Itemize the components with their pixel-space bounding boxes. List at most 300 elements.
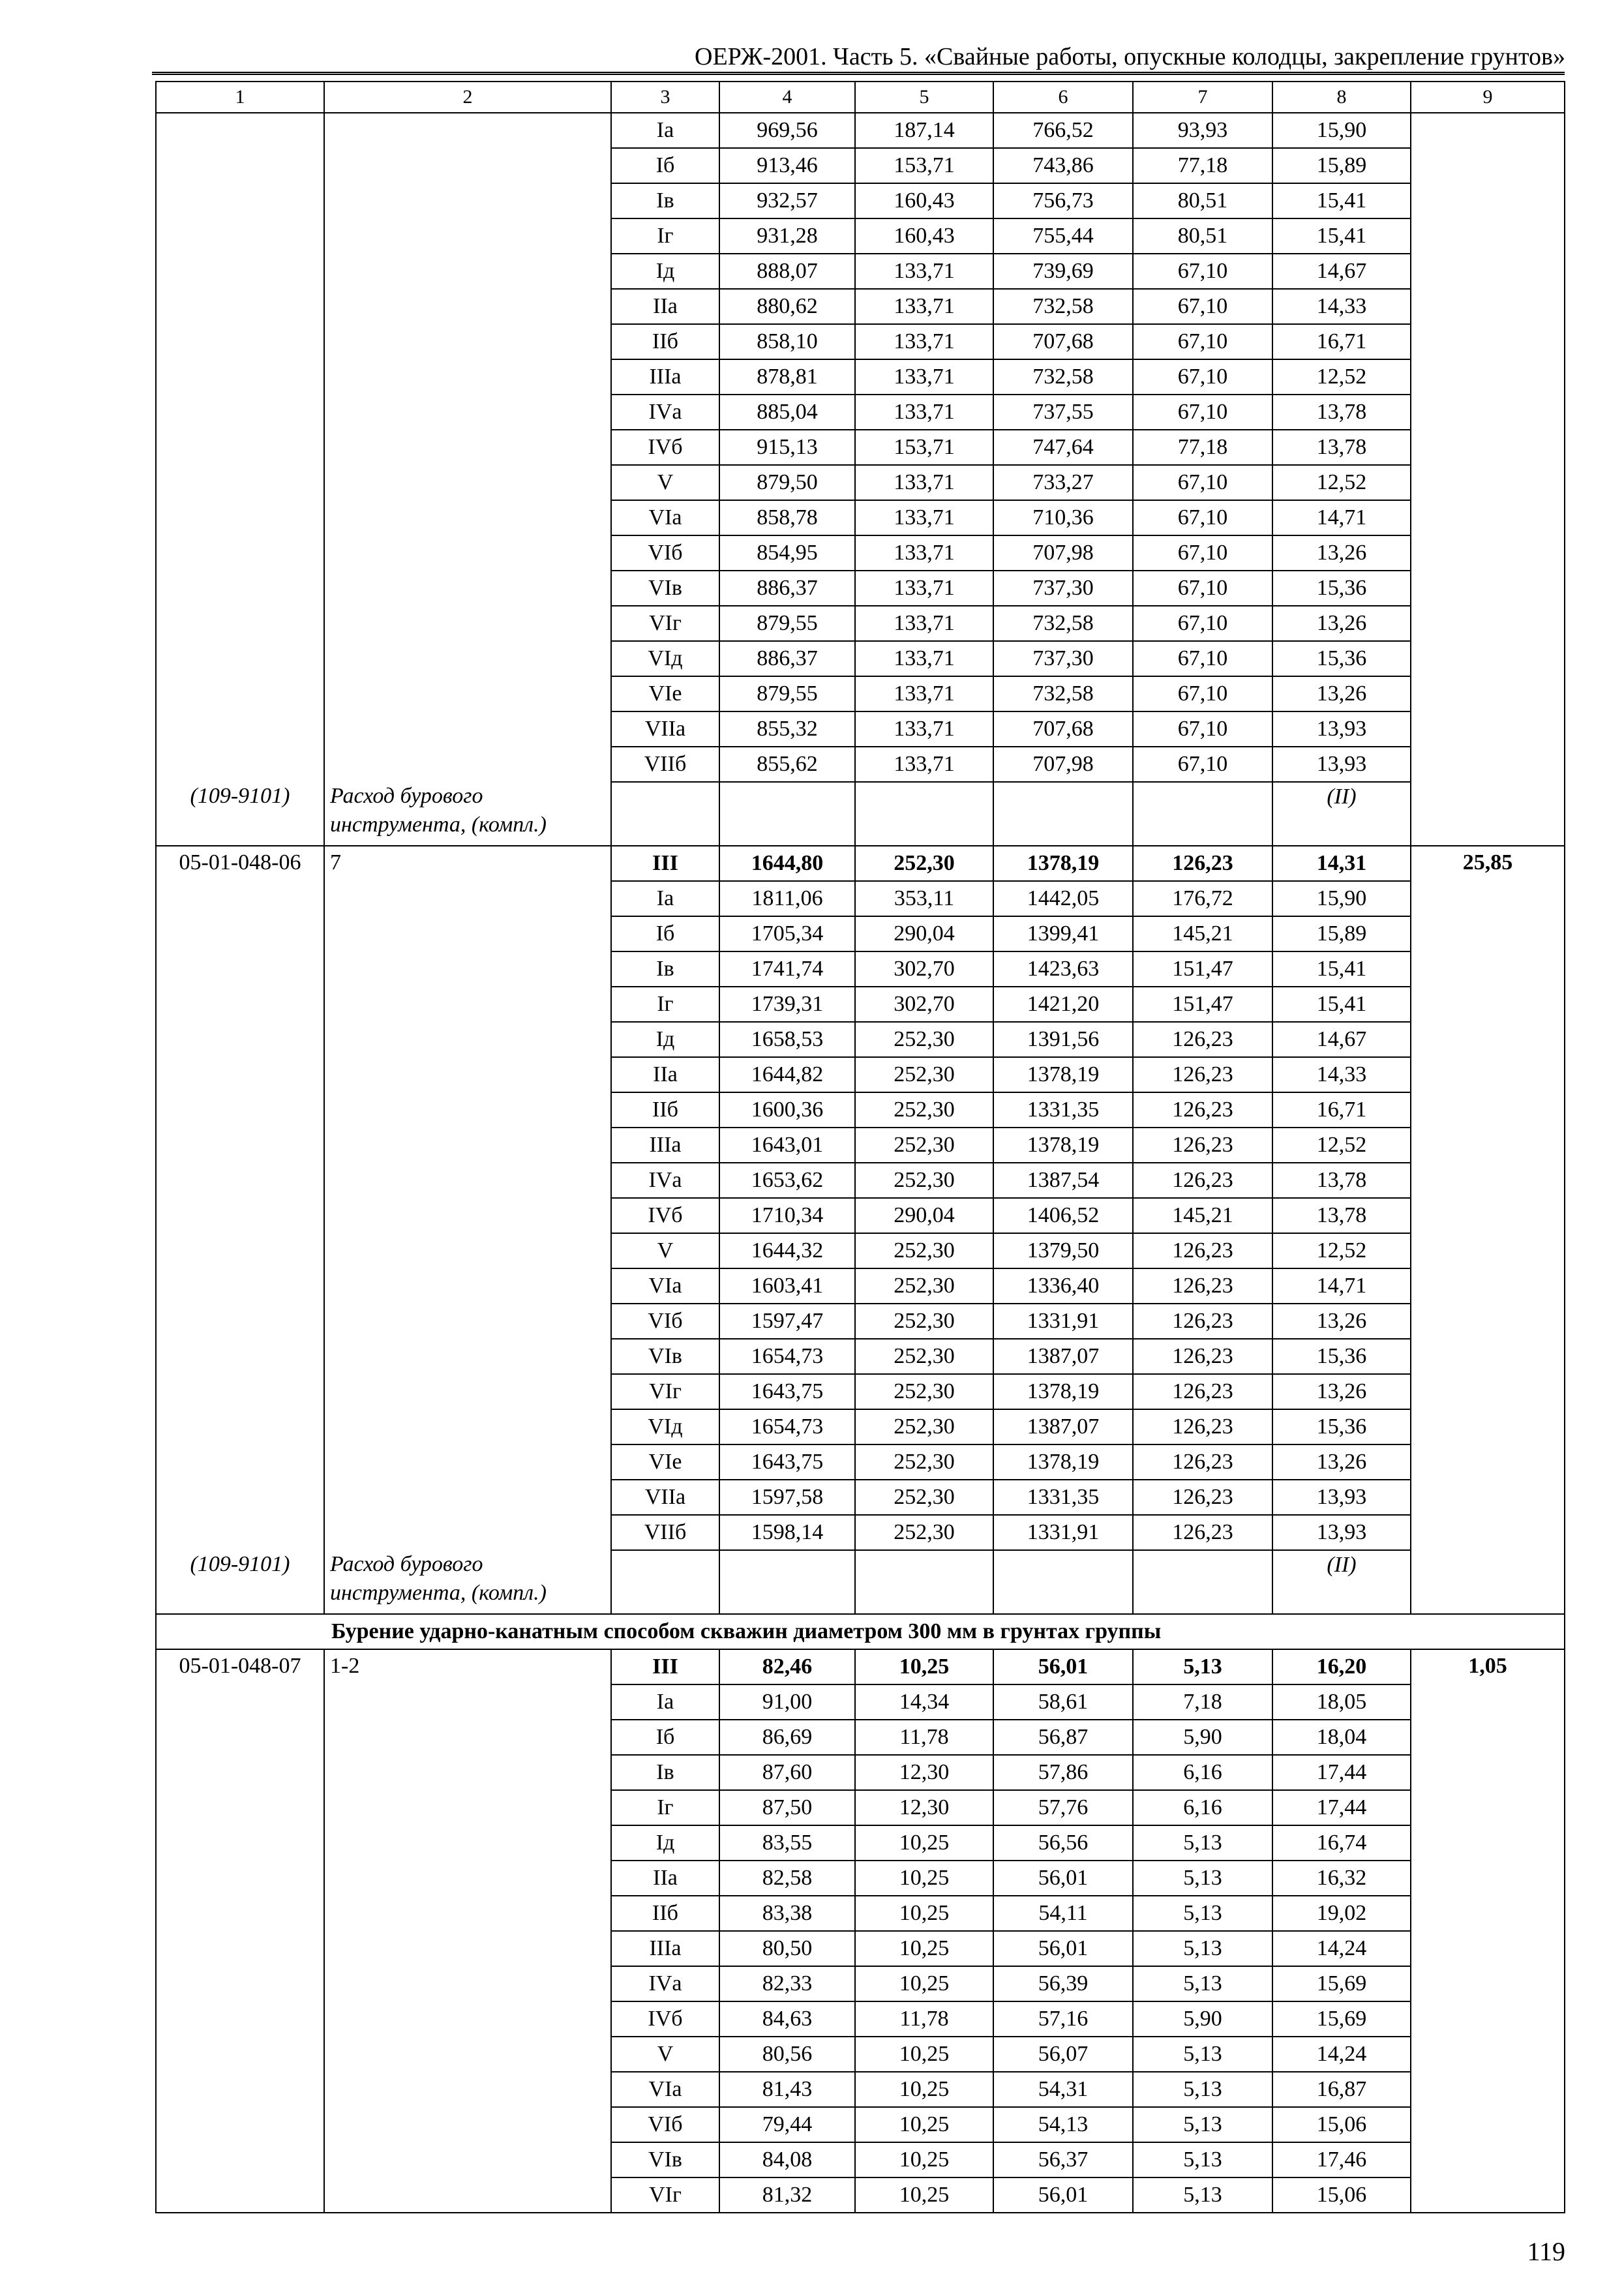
total-cell (1411, 1268, 1565, 1304)
column-number-cell: 3 (611, 82, 719, 113)
total-cell (1411, 324, 1565, 359)
value-cell: 710,36 (993, 500, 1133, 535)
value-cell: 16,74 (1272, 1825, 1411, 1861)
table-row (156, 359, 1565, 395)
table-row (156, 1480, 1565, 1515)
value-cell: 732,58 (993, 676, 1133, 711)
soil-group-cell: Iб (611, 1720, 719, 1755)
table-row (156, 2037, 1565, 2072)
soil-group-cell: IVб (611, 1198, 719, 1233)
value-cell: 67,10 (1133, 641, 1272, 676)
total-cell (1411, 1374, 1565, 1409)
table-row (156, 1409, 1565, 1444)
total-cell (1411, 1720, 1565, 1755)
value-cell: 969,56 (719, 113, 855, 148)
table-row (156, 1163, 1565, 1198)
value-cell: 6,16 (1133, 1755, 1272, 1790)
measure-cell (324, 465, 611, 500)
code-cell (156, 113, 324, 148)
value-cell: 1378,19 (993, 846, 1133, 881)
code-cell (156, 1966, 324, 2001)
total-cell (1411, 1198, 1565, 1233)
value-cell: 133,71 (855, 676, 993, 711)
measure-cell (324, 1966, 611, 2001)
total-cell (1411, 1339, 1565, 1374)
value-cell: 15,36 (1272, 641, 1411, 676)
value-cell: 87,60 (719, 1755, 855, 1790)
value-cell: 737,55 (993, 395, 1133, 430)
measure-cell (324, 1128, 611, 1163)
value-cell: 1644,80 (719, 846, 855, 881)
value-cell: 1603,41 (719, 1268, 855, 1304)
soil-group-cell: VIг (611, 2177, 719, 2213)
column-number-cell: 4 (719, 82, 855, 113)
value-cell: 1654,73 (719, 1409, 855, 1444)
value-cell: 733,27 (993, 465, 1133, 500)
empty-cell (611, 1550, 719, 1614)
code-cell (156, 747, 324, 782)
value-cell: 1378,19 (993, 1057, 1133, 1092)
value-cell: 5,90 (1133, 2001, 1272, 2037)
total-cell (1411, 747, 1565, 782)
value-cell: 1739,31 (719, 987, 855, 1022)
soil-group-cell: IVб (611, 2001, 719, 2037)
code-cell (156, 1825, 324, 1861)
value-cell: 1705,34 (719, 916, 855, 951)
code-cell (156, 987, 324, 1022)
value-cell: 16,32 (1272, 1861, 1411, 1896)
value-cell: 854,95 (719, 535, 855, 571)
code-cell (156, 951, 324, 987)
table-row (156, 2001, 1565, 2037)
value-cell: 252,30 (855, 1022, 993, 1057)
value-cell: 15,69 (1272, 2001, 1411, 2037)
measure-cell (324, 218, 611, 254)
measure-cell (324, 916, 611, 951)
soil-group-cell: V (611, 1233, 719, 1268)
table-body (156, 82, 1565, 2213)
table-row (156, 1966, 1565, 2001)
total-cell (1411, 881, 1565, 916)
value-cell: 1391,56 (993, 1022, 1133, 1057)
value-cell: 16,87 (1272, 2072, 1411, 2107)
value-cell: 755,44 (993, 218, 1133, 254)
code-cell (156, 2037, 324, 2072)
value-cell: 18,04 (1272, 1720, 1411, 1755)
soil-group-cell: VIд (611, 1409, 719, 1444)
measure-cell (324, 1304, 611, 1339)
value-cell: 19,02 (1272, 1896, 1411, 1931)
value-cell: 126,23 (1133, 1444, 1272, 1480)
soil-group-cell: Iб (611, 148, 719, 183)
soil-group-cell: Iд (611, 254, 719, 289)
value-cell: 1421,20 (993, 987, 1133, 1022)
total-cell (1411, 2177, 1565, 2213)
value-cell: 737,30 (993, 571, 1133, 606)
table-row (156, 1649, 1565, 1684)
value-cell: 18,05 (1272, 1684, 1411, 1720)
total-cell (1411, 1515, 1565, 1550)
value-cell: 133,71 (855, 711, 993, 747)
value-cell: 13,26 (1272, 606, 1411, 641)
value-cell: 10,25 (855, 1931, 993, 1966)
value-cell: 1378,19 (993, 1374, 1133, 1409)
measure-cell (324, 1444, 611, 1480)
soil-group-cell: VIIб (611, 1515, 719, 1550)
code-cell: 05-01-048-06 (156, 846, 324, 881)
code-cell (156, 606, 324, 641)
value-cell: 67,10 (1133, 535, 1272, 571)
value-cell: 56,37 (993, 2142, 1133, 2177)
soil-group-cell: Iа (611, 113, 719, 148)
value-cell: 15,90 (1272, 881, 1411, 916)
value-cell: 126,23 (1133, 1128, 1272, 1163)
column-number-cell: 2 (324, 82, 611, 113)
value-cell: 886,37 (719, 641, 855, 676)
total-cell (1411, 1163, 1565, 1198)
value-cell: 56,39 (993, 1966, 1133, 2001)
total-cell (1411, 951, 1565, 987)
total-cell (1411, 1755, 1565, 1790)
value-cell: 1378,19 (993, 1128, 1133, 1163)
table-row (156, 2142, 1565, 2177)
total-cell (1411, 1057, 1565, 1092)
code-cell (156, 1790, 324, 1825)
value-cell: 12,52 (1272, 465, 1411, 500)
value-cell: 707,98 (993, 747, 1133, 782)
soil-group-cell: V (611, 465, 719, 500)
value-cell: 10,25 (855, 1896, 993, 1931)
value-cell: 133,71 (855, 395, 993, 430)
value-cell: 1643,75 (719, 1444, 855, 1480)
value-cell: 756,73 (993, 183, 1133, 218)
value-cell: 14,24 (1272, 2037, 1411, 2072)
value-cell: 880,62 (719, 289, 855, 324)
total-cell (1411, 1861, 1565, 1896)
table-row (156, 2107, 1565, 2142)
soil-group-cell: IVб (611, 430, 719, 465)
code-cell (156, 1339, 324, 1374)
table-row (156, 1444, 1565, 1480)
value-cell: 732,58 (993, 359, 1133, 395)
table-row (156, 324, 1565, 359)
value-cell: 5,90 (1133, 1720, 1272, 1755)
total-cell (1411, 148, 1565, 183)
value-cell: 77,18 (1133, 148, 1272, 183)
soil-group-cell: VIг (611, 1374, 719, 1409)
soil-group-cell: IIIа (611, 1931, 719, 1966)
value-cell: 1442,05 (993, 881, 1133, 916)
total-cell (1411, 916, 1565, 951)
code-cell (156, 2001, 324, 2037)
value-cell: 1598,14 (719, 1515, 855, 1550)
soil-group-cell: VIв (611, 571, 719, 606)
value-cell: 5,13 (1133, 1649, 1272, 1684)
value-cell: 160,43 (855, 218, 993, 254)
value-cell: 1597,58 (719, 1480, 855, 1515)
value-cell: 915,13 (719, 430, 855, 465)
value-cell: 10,25 (855, 1649, 993, 1684)
value-cell: 133,71 (855, 747, 993, 782)
code-cell (156, 1268, 324, 1304)
value-cell: 1741,74 (719, 951, 855, 987)
value-cell: 5,13 (1133, 1896, 1272, 1931)
table-row (156, 254, 1565, 289)
value-cell: 17,44 (1272, 1755, 1411, 1790)
measure-cell (324, 2037, 611, 2072)
measure-cell (324, 2177, 611, 2213)
resource-name: Расход бурового инструмента, (компл.) (324, 782, 611, 846)
value-cell: 56,01 (993, 1931, 1133, 1966)
empty-cell (855, 1550, 993, 1614)
value-cell: 5,13 (1133, 2037, 1272, 2072)
value-cell: 5,13 (1133, 2177, 1272, 2213)
value-cell: 1406,52 (993, 1198, 1133, 1233)
soil-group-cell: III (611, 1649, 719, 1684)
table-row (156, 676, 1565, 711)
total-cell (1411, 641, 1565, 676)
soil-group-cell: IIа (611, 1861, 719, 1896)
resource-name: Расход бурового инструмента, (компл.) (324, 1550, 611, 1614)
soil-group-cell: Iг (611, 1790, 719, 1825)
total-cell (1411, 1966, 1565, 2001)
code-cell (156, 916, 324, 951)
value-cell: 81,43 (719, 2072, 855, 2107)
value-cell: 160,43 (855, 183, 993, 218)
total-cell (1411, 676, 1565, 711)
table-row (156, 2072, 1565, 2107)
total-cell (1411, 1790, 1565, 1825)
table-row (156, 1896, 1565, 1931)
value-cell: 133,71 (855, 324, 993, 359)
value-cell: 133,71 (855, 571, 993, 606)
table-row (156, 183, 1565, 218)
soil-group-cell: VIа (611, 1268, 719, 1304)
value-cell: 252,30 (855, 1057, 993, 1092)
value-cell: 1643,75 (719, 1374, 855, 1409)
column-number-cell: 1 (156, 82, 324, 113)
total-cell (1411, 359, 1565, 395)
value-cell: 858,10 (719, 324, 855, 359)
value-cell: 67,10 (1133, 395, 1272, 430)
measure-cell (324, 1268, 611, 1304)
value-cell: 739,69 (993, 254, 1133, 289)
value-cell: 133,71 (855, 606, 993, 641)
table-row (156, 606, 1565, 641)
value-cell: 12,52 (1272, 1128, 1411, 1163)
table-row (156, 395, 1565, 430)
value-cell: 12,52 (1272, 1233, 1411, 1268)
total-cell (1411, 500, 1565, 535)
value-cell: 13,93 (1272, 747, 1411, 782)
value-cell: 1653,62 (719, 1163, 855, 1198)
value-cell: 353,11 (855, 881, 993, 916)
total-cell (1411, 1444, 1565, 1480)
value-cell: 290,04 (855, 916, 993, 951)
value-cell: 57,16 (993, 2001, 1133, 2037)
value-cell: 151,47 (1133, 951, 1272, 987)
value-cell: 1710,34 (719, 1198, 855, 1233)
table-row (156, 535, 1565, 571)
value-cell: 252,30 (855, 1128, 993, 1163)
code-cell (156, 395, 324, 430)
value-cell: 252,30 (855, 1268, 993, 1304)
value-cell: 13,93 (1272, 1515, 1411, 1550)
value-cell: 1336,40 (993, 1268, 1133, 1304)
soil-group-cell: VIе (611, 1444, 719, 1480)
code-cell (156, 711, 324, 747)
value-cell: 14,24 (1272, 1931, 1411, 1966)
soil-group-cell: IIа (611, 1057, 719, 1092)
measure-cell (324, 606, 611, 641)
total-cell (1411, 987, 1565, 1022)
value-cell: 14,31 (1272, 846, 1411, 881)
soil-group-cell: Iб (611, 916, 719, 951)
value-cell: 879,55 (719, 606, 855, 641)
table-row (156, 641, 1565, 676)
value-cell: 766,52 (993, 113, 1133, 148)
soil-group-cell: Iд (611, 1022, 719, 1057)
measure-cell (324, 951, 611, 987)
value-cell: 56,01 (993, 1861, 1133, 1896)
value-cell: 13,26 (1272, 1374, 1411, 1409)
measure-cell (324, 1790, 611, 1825)
value-cell: 80,51 (1133, 183, 1272, 218)
soil-group-cell: VIб (611, 2107, 719, 2142)
value-cell: 145,21 (1133, 1198, 1272, 1233)
measure-cell (324, 2107, 611, 2142)
value-cell: 87,50 (719, 1790, 855, 1825)
total-cell (1411, 430, 1565, 465)
soil-group-cell: IIа (611, 289, 719, 324)
total-cell (1411, 1684, 1565, 1720)
code-cell (156, 571, 324, 606)
measure-cell (324, 641, 611, 676)
value-cell: 83,38 (719, 1896, 855, 1931)
measure-cell (324, 1198, 611, 1233)
measure-cell (324, 148, 611, 183)
table-row (156, 1304, 1565, 1339)
value-cell: 133,71 (855, 465, 993, 500)
total-cell (1411, 2072, 1565, 2107)
empty-cell (719, 1550, 855, 1614)
value-cell: 1658,53 (719, 1022, 855, 1057)
value-cell: 1331,91 (993, 1304, 1133, 1339)
value-cell: 5,13 (1133, 1931, 1272, 1966)
value-cell: 82,33 (719, 1966, 855, 2001)
value-cell: 10,25 (855, 2107, 993, 2142)
value-cell: 5,13 (1133, 1861, 1272, 1896)
value-cell: 79,44 (719, 2107, 855, 2142)
table-row (156, 1022, 1565, 1057)
code-cell (156, 1092, 324, 1128)
value-cell: 15,90 (1272, 113, 1411, 148)
value-cell: 1378,19 (993, 1444, 1133, 1480)
page-header: ОЕРЖ-2001. Часть 5. «Свайные работы, опускные колодцы, закрепление грунтов» (695, 43, 1565, 70)
total-cell (1411, 711, 1565, 747)
value-cell: 13,26 (1272, 676, 1411, 711)
code-cell (156, 254, 324, 289)
value-cell: 1654,73 (719, 1339, 855, 1374)
value-cell: 126,23 (1133, 1339, 1272, 1374)
measure-cell (324, 535, 611, 571)
measure-cell (324, 2142, 611, 2177)
table-row (156, 1790, 1565, 1825)
soil-group-cell: VIа (611, 500, 719, 535)
total-cell (1411, 1480, 1565, 1515)
total-cell (1411, 2142, 1565, 2177)
value-cell: 126,23 (1133, 1057, 1272, 1092)
value-cell: 126,23 (1133, 1304, 1272, 1339)
table-row (156, 1720, 1565, 1755)
code-cell (156, 148, 324, 183)
measure-cell (324, 113, 611, 148)
measure-cell (324, 395, 611, 430)
empty-cell (855, 782, 993, 846)
code-cell (156, 1163, 324, 1198)
total-cell (1411, 465, 1565, 500)
value-cell: 58,61 (993, 1684, 1133, 1720)
value-cell: 145,21 (1133, 916, 1272, 951)
value-cell: 879,55 (719, 676, 855, 711)
value-cell: 133,71 (855, 535, 993, 571)
value-cell: 15,41 (1272, 987, 1411, 1022)
value-cell: 7,18 (1133, 1684, 1272, 1720)
value-cell: 80,51 (1133, 218, 1272, 254)
value-cell: 14,67 (1272, 1022, 1411, 1057)
soil-group-cell: IIIа (611, 1128, 719, 1163)
value-cell: 56,01 (993, 2177, 1133, 2213)
table-row (156, 1339, 1565, 1374)
value-cell: 13,93 (1272, 1480, 1411, 1515)
soil-group-cell: VIIа (611, 1480, 719, 1515)
value-cell: 12,52 (1272, 359, 1411, 395)
soil-group-cell: III (611, 846, 719, 881)
code-cell (156, 1409, 324, 1444)
value-cell: 1331,35 (993, 1480, 1133, 1515)
total-cell (1411, 2001, 1565, 2037)
value-cell: 5,13 (1133, 2072, 1272, 2107)
value-cell: 855,32 (719, 711, 855, 747)
table-row (156, 500, 1565, 535)
rates-table (155, 81, 1565, 2213)
measure-cell (324, 1409, 611, 1444)
value-cell: 14,67 (1272, 254, 1411, 289)
value-cell: 126,23 (1133, 1409, 1272, 1444)
value-cell: 82,58 (719, 1861, 855, 1896)
value-cell: 1597,47 (719, 1304, 855, 1339)
value-cell: 737,30 (993, 641, 1133, 676)
total-cell (1411, 2107, 1565, 2142)
soil-group-cell: IIб (611, 1092, 719, 1128)
value-cell: 5,13 (1133, 2142, 1272, 2177)
value-cell: 12,30 (855, 1755, 993, 1790)
measure-cell (324, 747, 611, 782)
table-row (156, 1057, 1565, 1092)
value-cell: 707,68 (993, 324, 1133, 359)
measure-cell (324, 987, 611, 1022)
code-cell (156, 1896, 324, 1931)
value-cell: 1423,63 (993, 951, 1133, 987)
code-cell (156, 218, 324, 254)
code-cell (156, 183, 324, 218)
value-cell: 57,86 (993, 1755, 1133, 1790)
table-row (156, 747, 1565, 782)
total-cell (1411, 113, 1565, 148)
soil-group-cell: Iа (611, 1684, 719, 1720)
value-cell: 56,07 (993, 2037, 1133, 2072)
soil-group-cell: V (611, 2037, 719, 2072)
